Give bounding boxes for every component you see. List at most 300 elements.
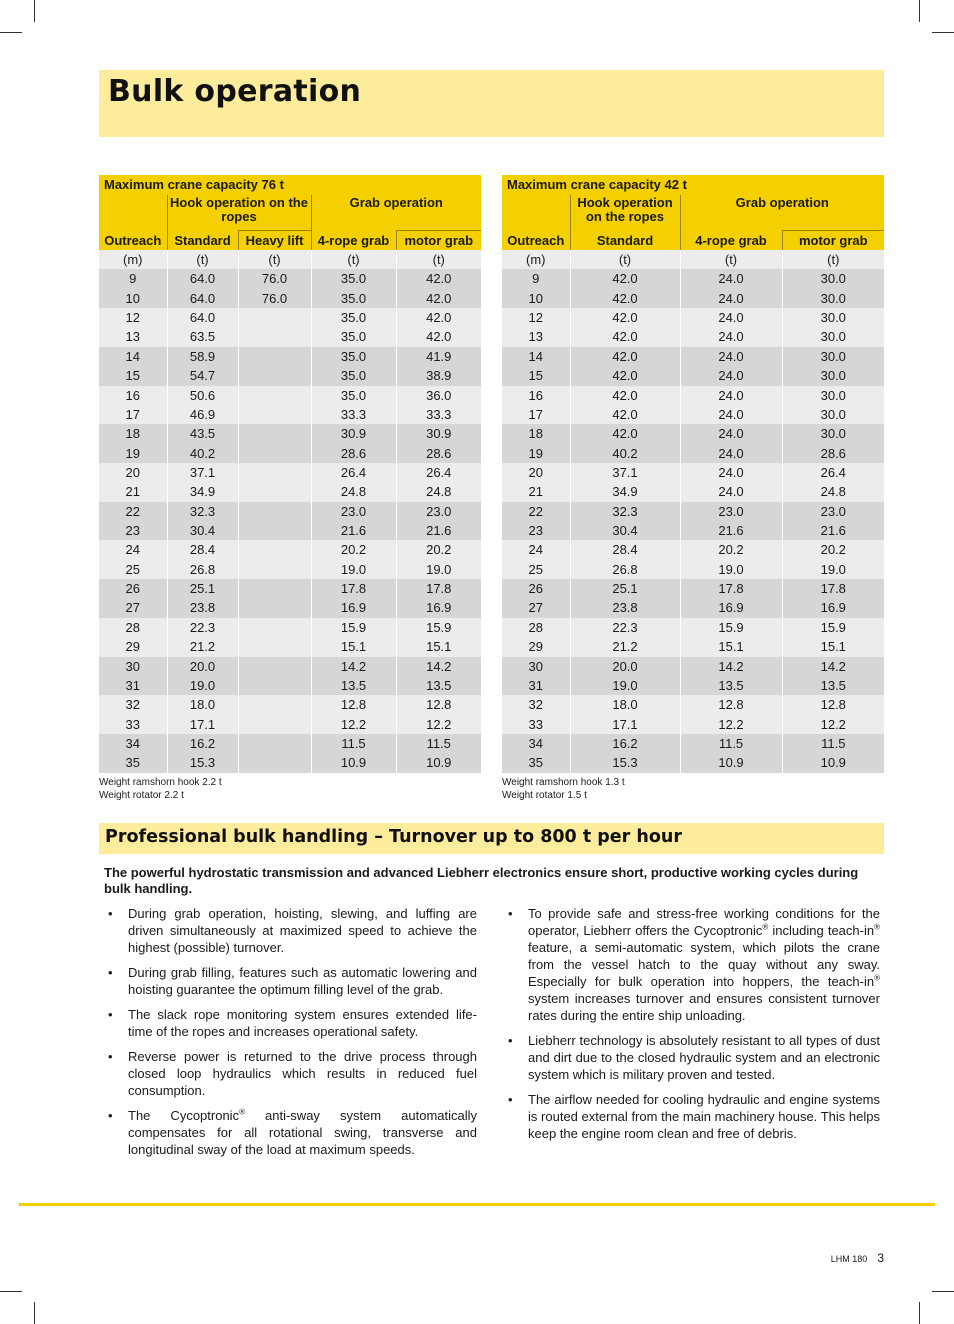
table-cell: 19 <box>502 444 570 463</box>
bullet-text: To provide safe and stress-free working conditions for the operator, Liebherr offers the Cycoptronic <box>528 906 880 938</box>
table-cell: 23 <box>99 521 167 540</box>
table-caption: Maximum crane capacity 76 t <box>99 175 481 195</box>
table-cell: 24.0 <box>680 269 782 288</box>
table-cell: 20.2 <box>680 540 782 559</box>
table-cell: 28 <box>99 618 167 637</box>
table-cell: 35.0 <box>311 269 396 288</box>
table-row <box>99 463 481 482</box>
table-cell: 43.5 <box>167 424 238 443</box>
table-cell <box>238 482 311 501</box>
col-header-motor-grab: motor grab <box>396 231 481 251</box>
table-cell: 20.0 <box>167 657 238 676</box>
table-cell: 64.0 <box>167 269 238 288</box>
table-cell: 35.0 <box>311 347 396 366</box>
title-band <box>99 70 884 137</box>
section-heading: Professional bulk handling – Turnover up to 800 t per hour <box>105 827 682 847</box>
col-header-4-rope-grab: 4-rope grab <box>311 231 396 251</box>
table-cell: 12.2 <box>311 715 396 734</box>
table-cell: 14 <box>502 347 570 366</box>
table-cell: 24.8 <box>311 482 396 501</box>
table-cell: 19.0 <box>680 560 782 579</box>
table-body <box>502 250 884 773</box>
table-row <box>99 579 481 598</box>
list-item <box>504 1032 880 1083</box>
page-footer <box>831 1251 884 1265</box>
table-cell: 13 <box>99 327 167 346</box>
unit-cell: (t) <box>680 250 782 269</box>
registered-mark: ® <box>874 973 880 983</box>
table-cell: 26.8 <box>570 560 680 579</box>
table-cell: 25.1 <box>570 579 680 598</box>
table-cell: 9 <box>502 269 570 288</box>
table-row <box>99 482 481 501</box>
table-cell: 19.0 <box>782 560 884 579</box>
bullet-text: During grab filling, features such as automatic lowering and hoisting guarantee the optimum filling level of the grab. <box>128 965 477 997</box>
table-cell <box>238 753 311 772</box>
note-hook-weight: Weight ramshorn hook 1.3 t <box>502 777 625 788</box>
table-cell <box>238 405 311 424</box>
capacity-table-76t <box>99 175 481 773</box>
table-row <box>99 521 481 540</box>
bullet-icon: • <box>508 906 513 921</box>
table-cell <box>238 444 311 463</box>
table-cell: 10 <box>99 289 167 308</box>
table-cell: 14 <box>99 347 167 366</box>
table-cell <box>238 715 311 734</box>
table-cell: 35.0 <box>311 386 396 405</box>
table-cell: 29 <box>99 637 167 656</box>
table-cell: 26.4 <box>311 463 396 482</box>
table-row <box>502 715 884 734</box>
table-row <box>99 347 481 366</box>
table-cell: 14.2 <box>311 657 396 676</box>
units-row <box>99 250 481 269</box>
blank-header <box>99 195 167 231</box>
table-row <box>99 753 481 772</box>
table-cell: 17 <box>99 405 167 424</box>
table-cell: 27 <box>502 598 570 617</box>
list-item <box>104 1107 477 1158</box>
bullet-text: The Cycoptronic <box>128 1108 240 1123</box>
table-row <box>99 598 481 617</box>
crop-mark <box>0 1291 22 1292</box>
table-cell: 15 <box>502 366 570 385</box>
table-cell: 19.0 <box>570 676 680 695</box>
unit-cell: (t) <box>782 250 884 269</box>
table-cell: 17.8 <box>782 579 884 598</box>
table-cell: 17 <box>502 405 570 424</box>
table-cell: 24.0 <box>680 366 782 385</box>
table-cell: 33 <box>502 715 570 734</box>
table-row <box>99 327 481 346</box>
table-row <box>99 695 481 714</box>
table-cell: 14.2 <box>782 657 884 676</box>
table-cell: 21.6 <box>311 521 396 540</box>
page-number: 3 <box>877 1251 884 1265</box>
table-cell: 46.9 <box>167 405 238 424</box>
table-row <box>502 482 884 501</box>
table-cell <box>238 579 311 598</box>
table-cell: 15.1 <box>311 637 396 656</box>
table-cell: 18.0 <box>167 695 238 714</box>
table-cell: 26.4 <box>782 463 884 482</box>
bullets-right-column <box>504 905 880 1150</box>
table-cell: 15.9 <box>311 618 396 637</box>
table-cell: 54.7 <box>167 366 238 385</box>
table-row <box>99 502 481 521</box>
footer-rule <box>19 1203 935 1206</box>
table-row <box>502 269 884 288</box>
table-cell: 18 <box>502 424 570 443</box>
hook-group-header: Hook operation on the ropes <box>570 195 680 231</box>
table-cell: 11.5 <box>680 734 782 753</box>
table-cell: 26.4 <box>396 463 481 482</box>
table-cell: 30.0 <box>782 308 884 327</box>
table-cell: 22.3 <box>167 618 238 637</box>
table-cell: 33.3 <box>396 405 481 424</box>
table-cell: 16.9 <box>311 598 396 617</box>
table-cell: 24 <box>502 540 570 559</box>
table-cell: 9 <box>99 269 167 288</box>
col-header-outreach: Outreach <box>99 231 167 251</box>
table-cell <box>238 521 311 540</box>
table-cell <box>238 308 311 327</box>
table-cell: 17.1 <box>570 715 680 734</box>
list-item <box>104 1048 477 1099</box>
table-cell: 15.1 <box>680 637 782 656</box>
table-cell: 28.4 <box>570 540 680 559</box>
table-cell: 11.5 <box>311 734 396 753</box>
table-row <box>502 753 884 772</box>
table-cell: 12.8 <box>782 695 884 714</box>
table-body <box>99 250 481 773</box>
table-cell: 36.0 <box>396 386 481 405</box>
table-cell: 42.0 <box>570 308 680 327</box>
section-intro: The powerful hydrostatic transmission and advanced Liebherr electronics ensure short, productive working cycles during bulk handling. <box>104 865 859 896</box>
table-cell: 35.0 <box>311 366 396 385</box>
unit-cell: (m) <box>502 250 570 269</box>
table-cell: 18 <box>99 424 167 443</box>
unit-cell: (t) <box>167 250 238 269</box>
table-cell: 16.2 <box>167 734 238 753</box>
table-cell: 10.9 <box>782 753 884 772</box>
bullet-text: The slack rope monitoring system ensures extended life-time of the ropes and increases operational safety. <box>128 1007 477 1039</box>
table-row <box>99 444 481 463</box>
table-cell: 30.9 <box>396 424 481 443</box>
table-row <box>99 308 481 327</box>
table-row <box>502 424 884 443</box>
table-cell: 20 <box>99 463 167 482</box>
bullet-icon: • <box>108 1108 113 1123</box>
table-cell: 30.4 <box>167 521 238 540</box>
table-cell: 31 <box>99 676 167 695</box>
table-cell: 24.0 <box>680 482 782 501</box>
table-cell <box>238 676 311 695</box>
table-cell <box>238 734 311 753</box>
table-cell: 12 <box>99 308 167 327</box>
table-cell: 42.0 <box>396 269 481 288</box>
table-cell: 76.0 <box>238 269 311 288</box>
table-cell: 24.8 <box>396 482 481 501</box>
unit-cell: (t) <box>238 250 311 269</box>
col-header-standard: Standard <box>167 231 238 251</box>
table-cell: 14.2 <box>680 657 782 676</box>
table-cell: 15.3 <box>570 753 680 772</box>
table-row <box>502 676 884 695</box>
table-cell: 35 <box>99 753 167 772</box>
table-row <box>502 637 884 656</box>
grab-group-header: Grab operation <box>311 195 481 231</box>
table-cell: 30 <box>99 657 167 676</box>
table-cell: 24.0 <box>680 405 782 424</box>
bullet-icon: • <box>108 1007 113 1022</box>
table-cell: 35.0 <box>311 327 396 346</box>
table-cell: 15.3 <box>167 753 238 772</box>
hook-group-header: Hook operation on the ropes <box>167 195 311 231</box>
table-cell: 35.0 <box>311 308 396 327</box>
table-cell: 24.0 <box>680 327 782 346</box>
table-cell: 11.5 <box>396 734 481 753</box>
table-row <box>502 540 884 559</box>
list-item <box>104 1006 477 1040</box>
table-row <box>502 347 884 366</box>
table-cell: 12.2 <box>396 715 481 734</box>
table-cell: 10.9 <box>396 753 481 772</box>
table-cell: 32 <box>99 695 167 714</box>
table-cell: 30.0 <box>782 405 884 424</box>
table-cell: 21.6 <box>396 521 481 540</box>
table-cell: 42.0 <box>396 308 481 327</box>
table-cell <box>238 540 311 559</box>
units-row <box>502 250 884 269</box>
table-cell <box>238 637 311 656</box>
table-cell: 15.9 <box>782 618 884 637</box>
table-cell: 24 <box>99 540 167 559</box>
table-cell: 20 <box>502 463 570 482</box>
table-cell: 15.9 <box>680 618 782 637</box>
table-cell: 30.0 <box>782 347 884 366</box>
table-row <box>99 715 481 734</box>
table-cell: 24.0 <box>680 308 782 327</box>
table-row <box>502 560 884 579</box>
table-cell: 21.6 <box>782 521 884 540</box>
table-cell: 21 <box>502 482 570 501</box>
table-row <box>99 540 481 559</box>
table-cell: 26 <box>99 579 167 598</box>
crop-mark <box>932 32 954 33</box>
table-cell: 19.0 <box>396 560 481 579</box>
col-header-standard: Standard <box>570 231 680 251</box>
table-cell: 41.9 <box>396 347 481 366</box>
table-row <box>502 598 884 617</box>
bullet-text: feature, a semi-automatic system, which pilots the crane from the vessel hatch to the quay without any sway. Especially for bulk operation into hoppers, the teach-in <box>528 940 880 989</box>
table-cell: 12 <box>502 308 570 327</box>
table-cell: 42.0 <box>570 424 680 443</box>
crop-mark <box>919 1302 920 1324</box>
table-cell: 42.0 <box>570 269 680 288</box>
table-cell: 10 <box>502 289 570 308</box>
list-item <box>504 905 880 1024</box>
table-cell: 42.0 <box>570 366 680 385</box>
table-row <box>502 521 884 540</box>
table-cell: 28.4 <box>167 540 238 559</box>
table-cell: 16 <box>99 386 167 405</box>
bullet-text: system increases turnover and ensures consistent turnover rates during the entire ship unloading. <box>528 991 880 1023</box>
table-cell: 42.0 <box>570 405 680 424</box>
table-cell: 10.9 <box>311 753 396 772</box>
table-cell: 22 <box>99 502 167 521</box>
table-row <box>502 502 884 521</box>
crop-mark <box>932 1291 954 1292</box>
table-cell: 19.0 <box>311 560 396 579</box>
table-cell: 24.0 <box>680 386 782 405</box>
table-cell: 38.9 <box>396 366 481 385</box>
table-cell: 34 <box>502 734 570 753</box>
table-cell: 17.8 <box>311 579 396 598</box>
table-cell: 12.2 <box>680 715 782 734</box>
table-row <box>502 734 884 753</box>
table-cell: 13.5 <box>782 676 884 695</box>
crop-mark <box>34 0 35 22</box>
table-cell: 22 <box>502 502 570 521</box>
table-cell: 28.6 <box>396 444 481 463</box>
table-cell: 15.1 <box>396 637 481 656</box>
bullet-icon: • <box>108 1049 113 1064</box>
table-cell: 30.0 <box>782 289 884 308</box>
table-row <box>502 463 884 482</box>
table-cell: 42.0 <box>570 327 680 346</box>
table-cell: 27 <box>99 598 167 617</box>
table-cell: 29 <box>502 637 570 656</box>
list-item <box>504 1091 880 1142</box>
table-cell: 28.6 <box>311 444 396 463</box>
list-item <box>104 905 477 956</box>
table-cell: 12.8 <box>396 695 481 714</box>
table-cell: 50.6 <box>167 386 238 405</box>
table-cell: 23.0 <box>782 502 884 521</box>
table-cell: 32.3 <box>167 502 238 521</box>
table-cell: 17.8 <box>680 579 782 598</box>
bullet-icon: • <box>508 1092 513 1107</box>
table-cell: 28 <box>502 618 570 637</box>
bullet-text: Reverse power is returned to the drive process through closed loop hydraulics which results in reduced fuel consumption. <box>128 1049 477 1098</box>
table-cell: 64.0 <box>167 308 238 327</box>
table-cell: 12.2 <box>782 715 884 734</box>
grab-group-header: Grab operation <box>680 195 884 231</box>
table-cell: 42.0 <box>396 289 481 308</box>
table-row <box>502 289 884 308</box>
table-cell: 32 <box>502 695 570 714</box>
table-cell: 31 <box>502 676 570 695</box>
unit-cell: (m) <box>99 250 167 269</box>
table-cell <box>238 424 311 443</box>
table-cell: 42.0 <box>570 347 680 366</box>
table-cell <box>238 463 311 482</box>
table-row <box>99 560 481 579</box>
table-row <box>99 657 481 676</box>
table-cell: 30.0 <box>782 386 884 405</box>
table-cell <box>238 560 311 579</box>
table-cell: 34.9 <box>570 482 680 501</box>
table-cell <box>238 327 311 346</box>
table-cell: 16 <box>502 386 570 405</box>
table-cell: 40.2 <box>570 444 680 463</box>
bullet-text: including teach-in <box>768 923 875 938</box>
table-cell: 35.0 <box>311 289 396 308</box>
bullets-left-column <box>104 905 477 1166</box>
table-cell: 18.0 <box>570 695 680 714</box>
table-cell: 20.2 <box>311 540 396 559</box>
table-row <box>502 657 884 676</box>
bullet-icon: • <box>508 1033 513 1048</box>
unit-cell: (t) <box>311 250 396 269</box>
table-cell: 42.0 <box>570 386 680 405</box>
table-cell: 13.5 <box>311 676 396 695</box>
table-row <box>502 366 884 385</box>
table-row <box>502 405 884 424</box>
table-cell: 35 <box>502 753 570 772</box>
table-cell: 20.2 <box>396 540 481 559</box>
table-cell: 21 <box>99 482 167 501</box>
table-cell: 23 <box>502 521 570 540</box>
table-cell: 11.5 <box>782 734 884 753</box>
section-band <box>99 823 884 854</box>
table-cell: 30.0 <box>782 366 884 385</box>
table-notes-left <box>99 776 222 802</box>
registered-mark: ® <box>874 922 880 932</box>
table-row <box>99 637 481 656</box>
table-cell: 20.2 <box>782 540 884 559</box>
unit-cell: (t) <box>396 250 481 269</box>
table-cell: 19 <box>99 444 167 463</box>
table-cell: 16.9 <box>680 598 782 617</box>
table-cell: 14.2 <box>396 657 481 676</box>
table-cell: 33.3 <box>311 405 396 424</box>
note-hook-weight: Weight ramshorn hook 2.2 t <box>99 777 222 788</box>
table-row <box>502 444 884 463</box>
unit-cell: (t) <box>570 250 680 269</box>
crop-mark <box>919 0 920 22</box>
table-cell: 12.8 <box>680 695 782 714</box>
table-cell: 37.1 <box>570 463 680 482</box>
table-cell: 32.3 <box>570 502 680 521</box>
col-header-motor-grab: motor grab <box>782 231 884 251</box>
table-cell: 58.9 <box>167 347 238 366</box>
table-cell <box>238 502 311 521</box>
table-cell <box>238 347 311 366</box>
table-cell <box>238 618 311 637</box>
table-row <box>99 289 481 308</box>
table-row <box>99 734 481 753</box>
table-row <box>502 308 884 327</box>
table-row <box>99 424 481 443</box>
table-cell: 30.0 <box>782 424 884 443</box>
table-cell: 21.2 <box>570 637 680 656</box>
table-cell: 24.0 <box>680 347 782 366</box>
table-cell: 64.0 <box>167 289 238 308</box>
bullet-icon: • <box>108 906 113 921</box>
table-row <box>502 579 884 598</box>
table-cell: 42.0 <box>570 289 680 308</box>
table-cell: 26.8 <box>167 560 238 579</box>
table-cell: 13.5 <box>680 676 782 695</box>
capacity-table-42t <box>502 175 884 773</box>
table-cell <box>238 386 311 405</box>
note-rotator-weight: Weight rotator 2.2 t <box>99 790 184 801</box>
bullet-text: anti-sway system automatically compensates for all rotational swing, transverse and longitudinal sway of the load at maximum speeds. <box>128 1108 478 1157</box>
table-cell <box>238 598 311 617</box>
table-cell: 42.0 <box>396 327 481 346</box>
